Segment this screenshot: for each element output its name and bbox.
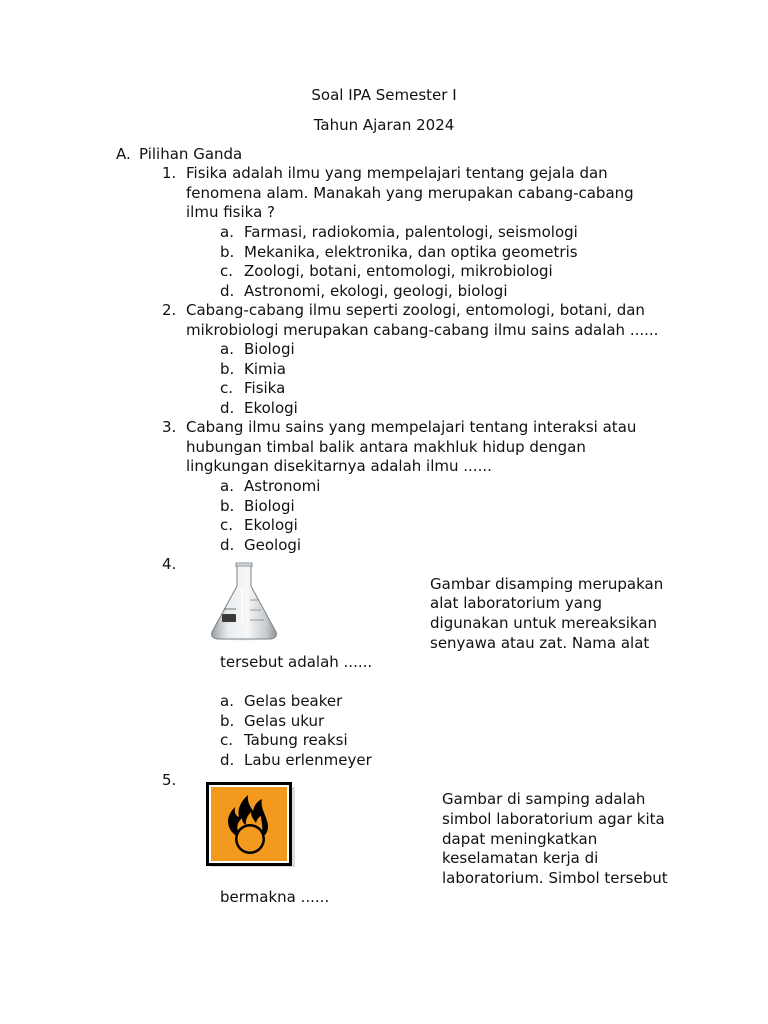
question-text-line: simbol laboratorium agar kita — [442, 810, 665, 828]
option-letter: b. — [220, 497, 235, 515]
question-text-line: Gambar di samping adalah — [442, 790, 646, 808]
question-text-line: Gambar disamping merupakan — [430, 575, 664, 593]
question-text-line: hubungan timbal balik antara makhluk hidup dengan — [186, 438, 586, 456]
section-marker: A. — [116, 145, 131, 163]
option-letter: c. — [220, 516, 234, 534]
option-letter: c. — [220, 262, 234, 280]
option-text: Mekanika, elektronika, dan optika geometris — [244, 243, 578, 261]
option-letter: b. — [220, 712, 235, 730]
question-number: 3. — [162, 418, 177, 436]
question-text-line: dapat meningkatkan — [442, 830, 598, 848]
oxidizing-hazard-icon — [205, 781, 297, 869]
question-text-line: Cabang-cabang ilmu seperti zoologi, entomologi, botani, dan — [186, 301, 645, 319]
question-text-line: alat laboratorium yang — [430, 594, 602, 612]
question-number: 1. — [162, 164, 177, 182]
option-letter: a. — [220, 223, 234, 241]
option-letter: c. — [220, 731, 234, 749]
erlenmeyer-flask-icon — [206, 562, 282, 642]
question-text-line: ilmu fisika ? — [186, 203, 275, 221]
question-text-line: Fisika adalah ilmu yang mempelajari tentang gejala dan — [186, 164, 608, 182]
question-text-continuation: bermakna ...... — [220, 888, 330, 906]
question-text-line: laboratorium. Simbol tersebut — [442, 869, 668, 887]
question-text-line: digunakan untuk mereaksikan — [430, 614, 658, 632]
question-text-line: keselamatan kerja di — [442, 849, 599, 867]
question-text-continuation: tersebut adalah ...... — [220, 653, 373, 671]
option-letter: a. — [220, 340, 234, 358]
option-letter: b. — [220, 360, 235, 378]
question-text-line: lingkungan disekitarnya adalah ilmu ...... — [186, 457, 492, 475]
option-text: Gelas beaker — [244, 692, 343, 710]
option-text: Geologi — [244, 536, 302, 554]
option-text: Farmasi, radiokomia, palentologi, seismologi — [244, 223, 578, 241]
option-text: Ekologi — [244, 516, 298, 534]
option-text: Labu erlenmeyer — [244, 751, 372, 769]
option-text: Zoologi, botani, entomologi, mikrobiologi — [244, 262, 553, 280]
question-number: 2. — [162, 301, 177, 319]
document-title: Soal IPA Semester I — [311, 86, 457, 104]
question-text-line: senyawa atau zat. Nama alat — [430, 634, 650, 652]
question-number: 4. — [162, 555, 177, 573]
option-text: Kimia — [244, 360, 286, 378]
option-text: Biologi — [244, 340, 295, 358]
option-text: Tabung reaksi — [244, 731, 348, 749]
option-letter: d. — [220, 536, 235, 554]
option-letter: d. — [220, 751, 235, 769]
option-letter: d. — [220, 399, 235, 417]
option-letter: a. — [220, 477, 234, 495]
option-letter: d. — [220, 282, 235, 300]
option-letter: b. — [220, 243, 235, 261]
question-text-line: Cabang ilmu sains yang mempelajari tentang interaksi atau — [186, 418, 637, 436]
question-number: 5. — [162, 771, 177, 789]
option-text: Astronomi, ekologi, geologi, biologi — [244, 282, 508, 300]
section-title: Pilihan Ganda — [139, 145, 243, 163]
option-text: Ekologi — [244, 399, 298, 417]
option-letter: a. — [220, 692, 234, 710]
document-subtitle: Tahun Ajaran 2024 — [313, 116, 455, 134]
question-text-line: fenomena alam. Manakah yang merupakan cabang-cabang — [186, 184, 634, 202]
question-text-line: mikrobiologi merupakan cabang-cabang ilmu sains adalah ...... — [186, 321, 659, 339]
option-text: Astronomi — [244, 477, 321, 495]
option-text: Fisika — [244, 379, 286, 397]
option-letter: c. — [220, 379, 234, 397]
option-text: Biologi — [244, 497, 295, 515]
option-text: Gelas ukur — [244, 712, 325, 730]
